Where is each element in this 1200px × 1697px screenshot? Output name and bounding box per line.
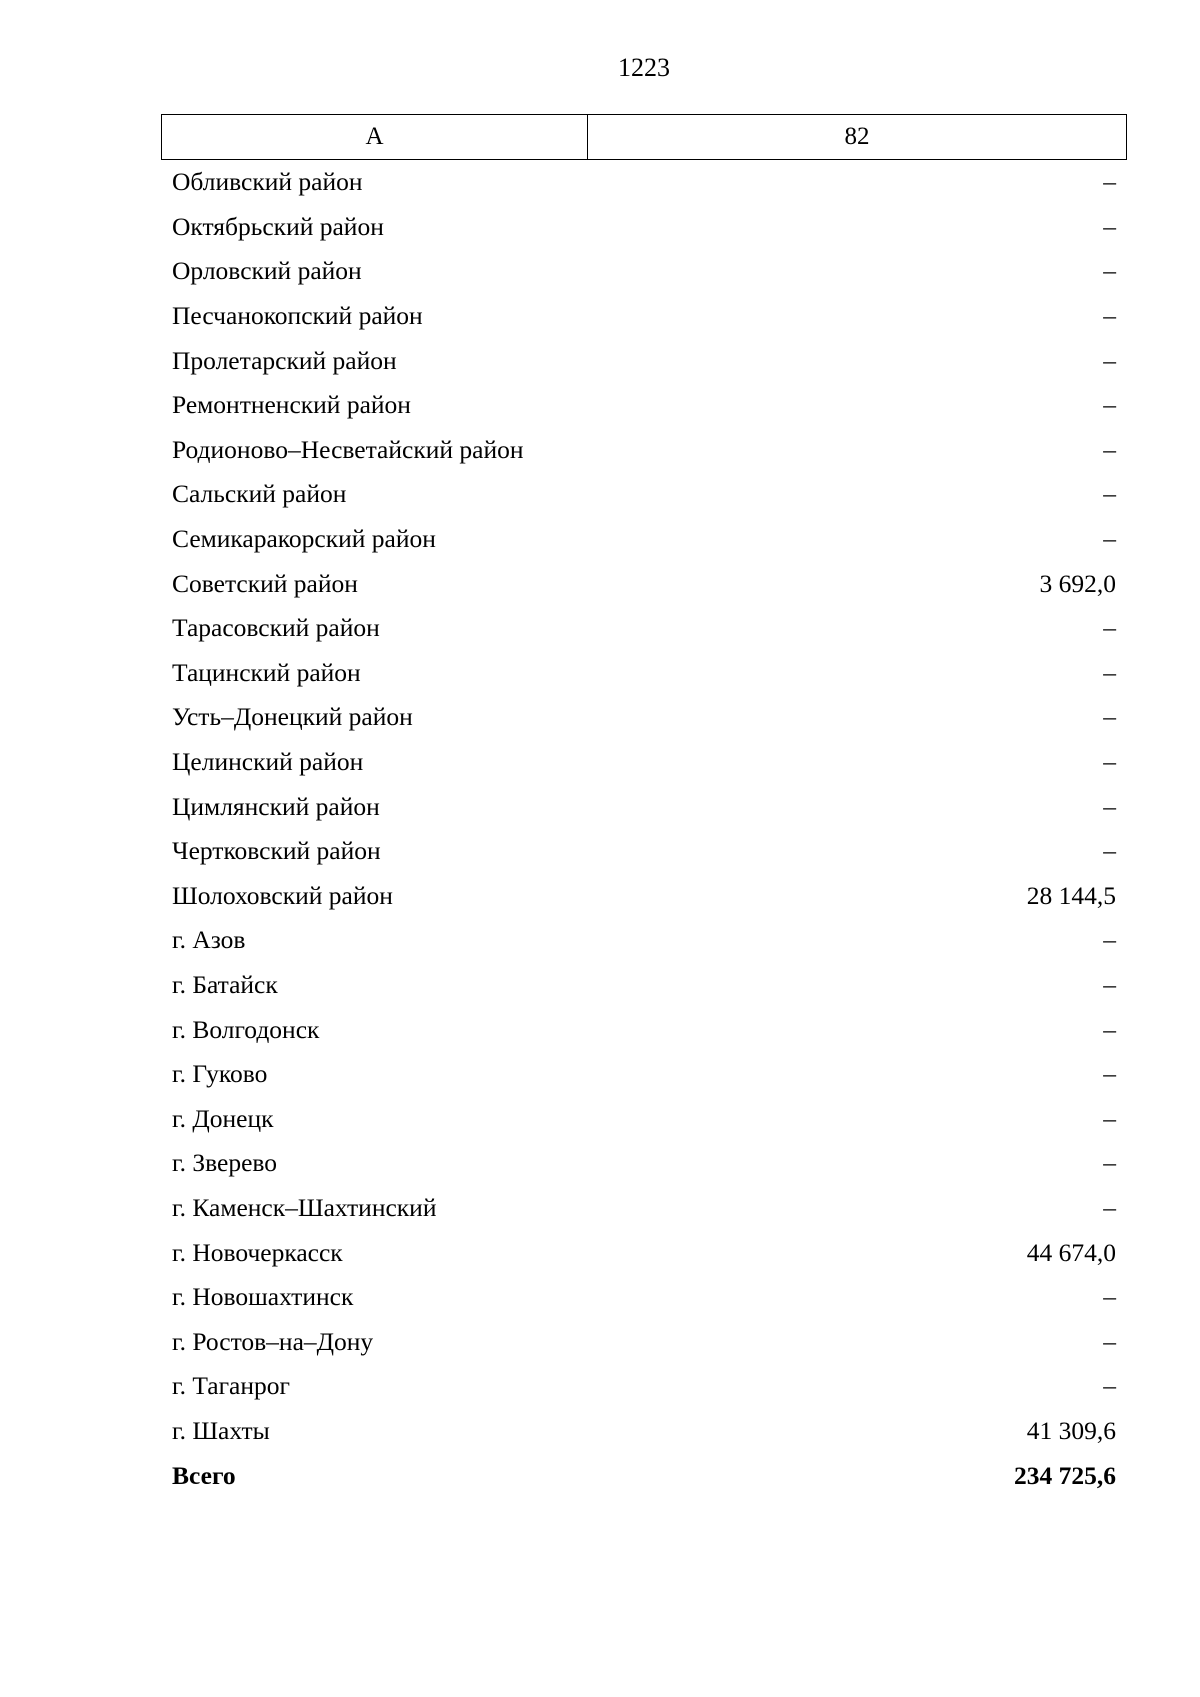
page-number: 1223: [618, 53, 670, 82]
row-value: –: [1103, 747, 1116, 777]
row-label: Цимлянский район: [172, 791, 380, 821]
table-row: [161, 1364, 1127, 1409]
table-header-row: [161, 114, 1127, 160]
row-label: г. Донецк: [172, 1103, 274, 1133]
row-value: –: [1103, 390, 1116, 420]
row-label: Семикаракорский район: [172, 524, 436, 554]
table-row: [161, 517, 1127, 562]
row-label: г. Новошахтинск: [172, 1282, 354, 1312]
header-cell-a: А: [162, 115, 588, 159]
row-value: 28 144,5: [1026, 880, 1116, 910]
row-label: г. Каменск–Шахтинский: [172, 1192, 437, 1222]
row-value: –: [1103, 345, 1116, 375]
row-value: –: [1103, 657, 1116, 687]
table-row: [161, 1141, 1127, 1186]
row-label: г. Зверево: [172, 1148, 278, 1178]
row-label: г. Новочеркасск: [172, 1237, 343, 1267]
row-value: 3 692,0: [1039, 568, 1116, 598]
table-row: [161, 874, 1127, 919]
row-label: Шолоховский район: [172, 880, 393, 910]
row-label: Обливский район: [172, 167, 363, 197]
row-label: Тацинский район: [172, 657, 361, 687]
total-value: 234 725,6: [1014, 1460, 1116, 1490]
row-value: –: [1103, 1148, 1116, 1178]
row-label: г. Шахты: [172, 1415, 270, 1445]
header-cell-82: 82: [844, 123, 870, 150]
table-row: [161, 383, 1127, 428]
row-label: Усть–Донецкий район: [172, 702, 413, 732]
data-table: [161, 114, 1127, 1498]
row-label: Советский район: [172, 568, 358, 598]
table-row: [161, 249, 1127, 294]
row-value: –: [1103, 1103, 1116, 1133]
table-row: [161, 963, 1127, 1008]
row-label: Песчанокопский район: [172, 301, 423, 331]
row-value: –: [1103, 1282, 1116, 1312]
row-value: –: [1103, 969, 1116, 999]
table-row: [161, 472, 1127, 517]
table-row: [161, 1275, 1127, 1320]
row-label: г. Волгодонск: [172, 1014, 320, 1044]
row-value: –: [1103, 524, 1116, 554]
row-value: –: [1103, 1326, 1116, 1356]
row-value: –: [1103, 791, 1116, 821]
row-value: –: [1103, 301, 1116, 331]
table-row: [161, 561, 1127, 606]
row-label: Родионово–Несветайский район: [172, 434, 524, 464]
table-row: [161, 1052, 1127, 1097]
table-body: [161, 160, 1127, 1498]
table-row: [161, 695, 1127, 740]
row-value: –: [1103, 1014, 1116, 1044]
row-value: 44 674,0: [1026, 1237, 1116, 1267]
table-row: [161, 651, 1127, 696]
row-label: Чертковский район: [172, 836, 381, 866]
table-row: [161, 740, 1127, 785]
table-row: [161, 829, 1127, 874]
table-row: [161, 338, 1127, 383]
table-row: [161, 784, 1127, 829]
row-value: –: [1103, 256, 1116, 286]
table-row: [161, 606, 1127, 651]
table-row: [161, 1186, 1127, 1231]
row-value: –: [1103, 1192, 1116, 1222]
row-label: г. Азов: [172, 925, 246, 955]
row-label: г. Таганрог: [172, 1371, 290, 1401]
table-row: [161, 1230, 1127, 1275]
table-row: [161, 294, 1127, 339]
row-value: –: [1103, 167, 1116, 197]
row-value: –: [1103, 211, 1116, 241]
row-label: г. Ростов–на–Дону: [172, 1326, 374, 1356]
row-label: Тарасовский район: [172, 613, 380, 643]
row-label: г. Гуково: [172, 1059, 268, 1089]
row-label: Октябрьский район: [172, 211, 384, 241]
table-row: [161, 428, 1127, 473]
row-label: Целинский район: [172, 747, 364, 777]
table-row: [161, 1319, 1127, 1364]
table-row: [161, 205, 1127, 250]
total-row: [161, 1453, 1127, 1498]
row-value: –: [1103, 1371, 1116, 1401]
row-value: –: [1103, 479, 1116, 509]
row-label: Пролетарский район: [172, 345, 397, 375]
table-row: [161, 1096, 1127, 1141]
row-label: Ремонтненский район: [172, 390, 411, 420]
row-value: –: [1103, 836, 1116, 866]
table-row: [161, 1007, 1127, 1052]
row-value: –: [1103, 925, 1116, 955]
row-value: 41 309,6: [1026, 1415, 1116, 1445]
table-row: [161, 918, 1127, 963]
row-value: –: [1103, 702, 1116, 732]
row-value: –: [1103, 1059, 1116, 1089]
row-label: Сальский район: [172, 479, 347, 509]
table-row: [161, 160, 1127, 205]
table-row: [161, 1409, 1127, 1454]
row-label: г. Батайск: [172, 969, 278, 999]
row-value: –: [1103, 434, 1116, 464]
row-label: Орловский район: [172, 256, 362, 286]
row-value: –: [1103, 613, 1116, 643]
total-label: Всего: [172, 1460, 236, 1490]
